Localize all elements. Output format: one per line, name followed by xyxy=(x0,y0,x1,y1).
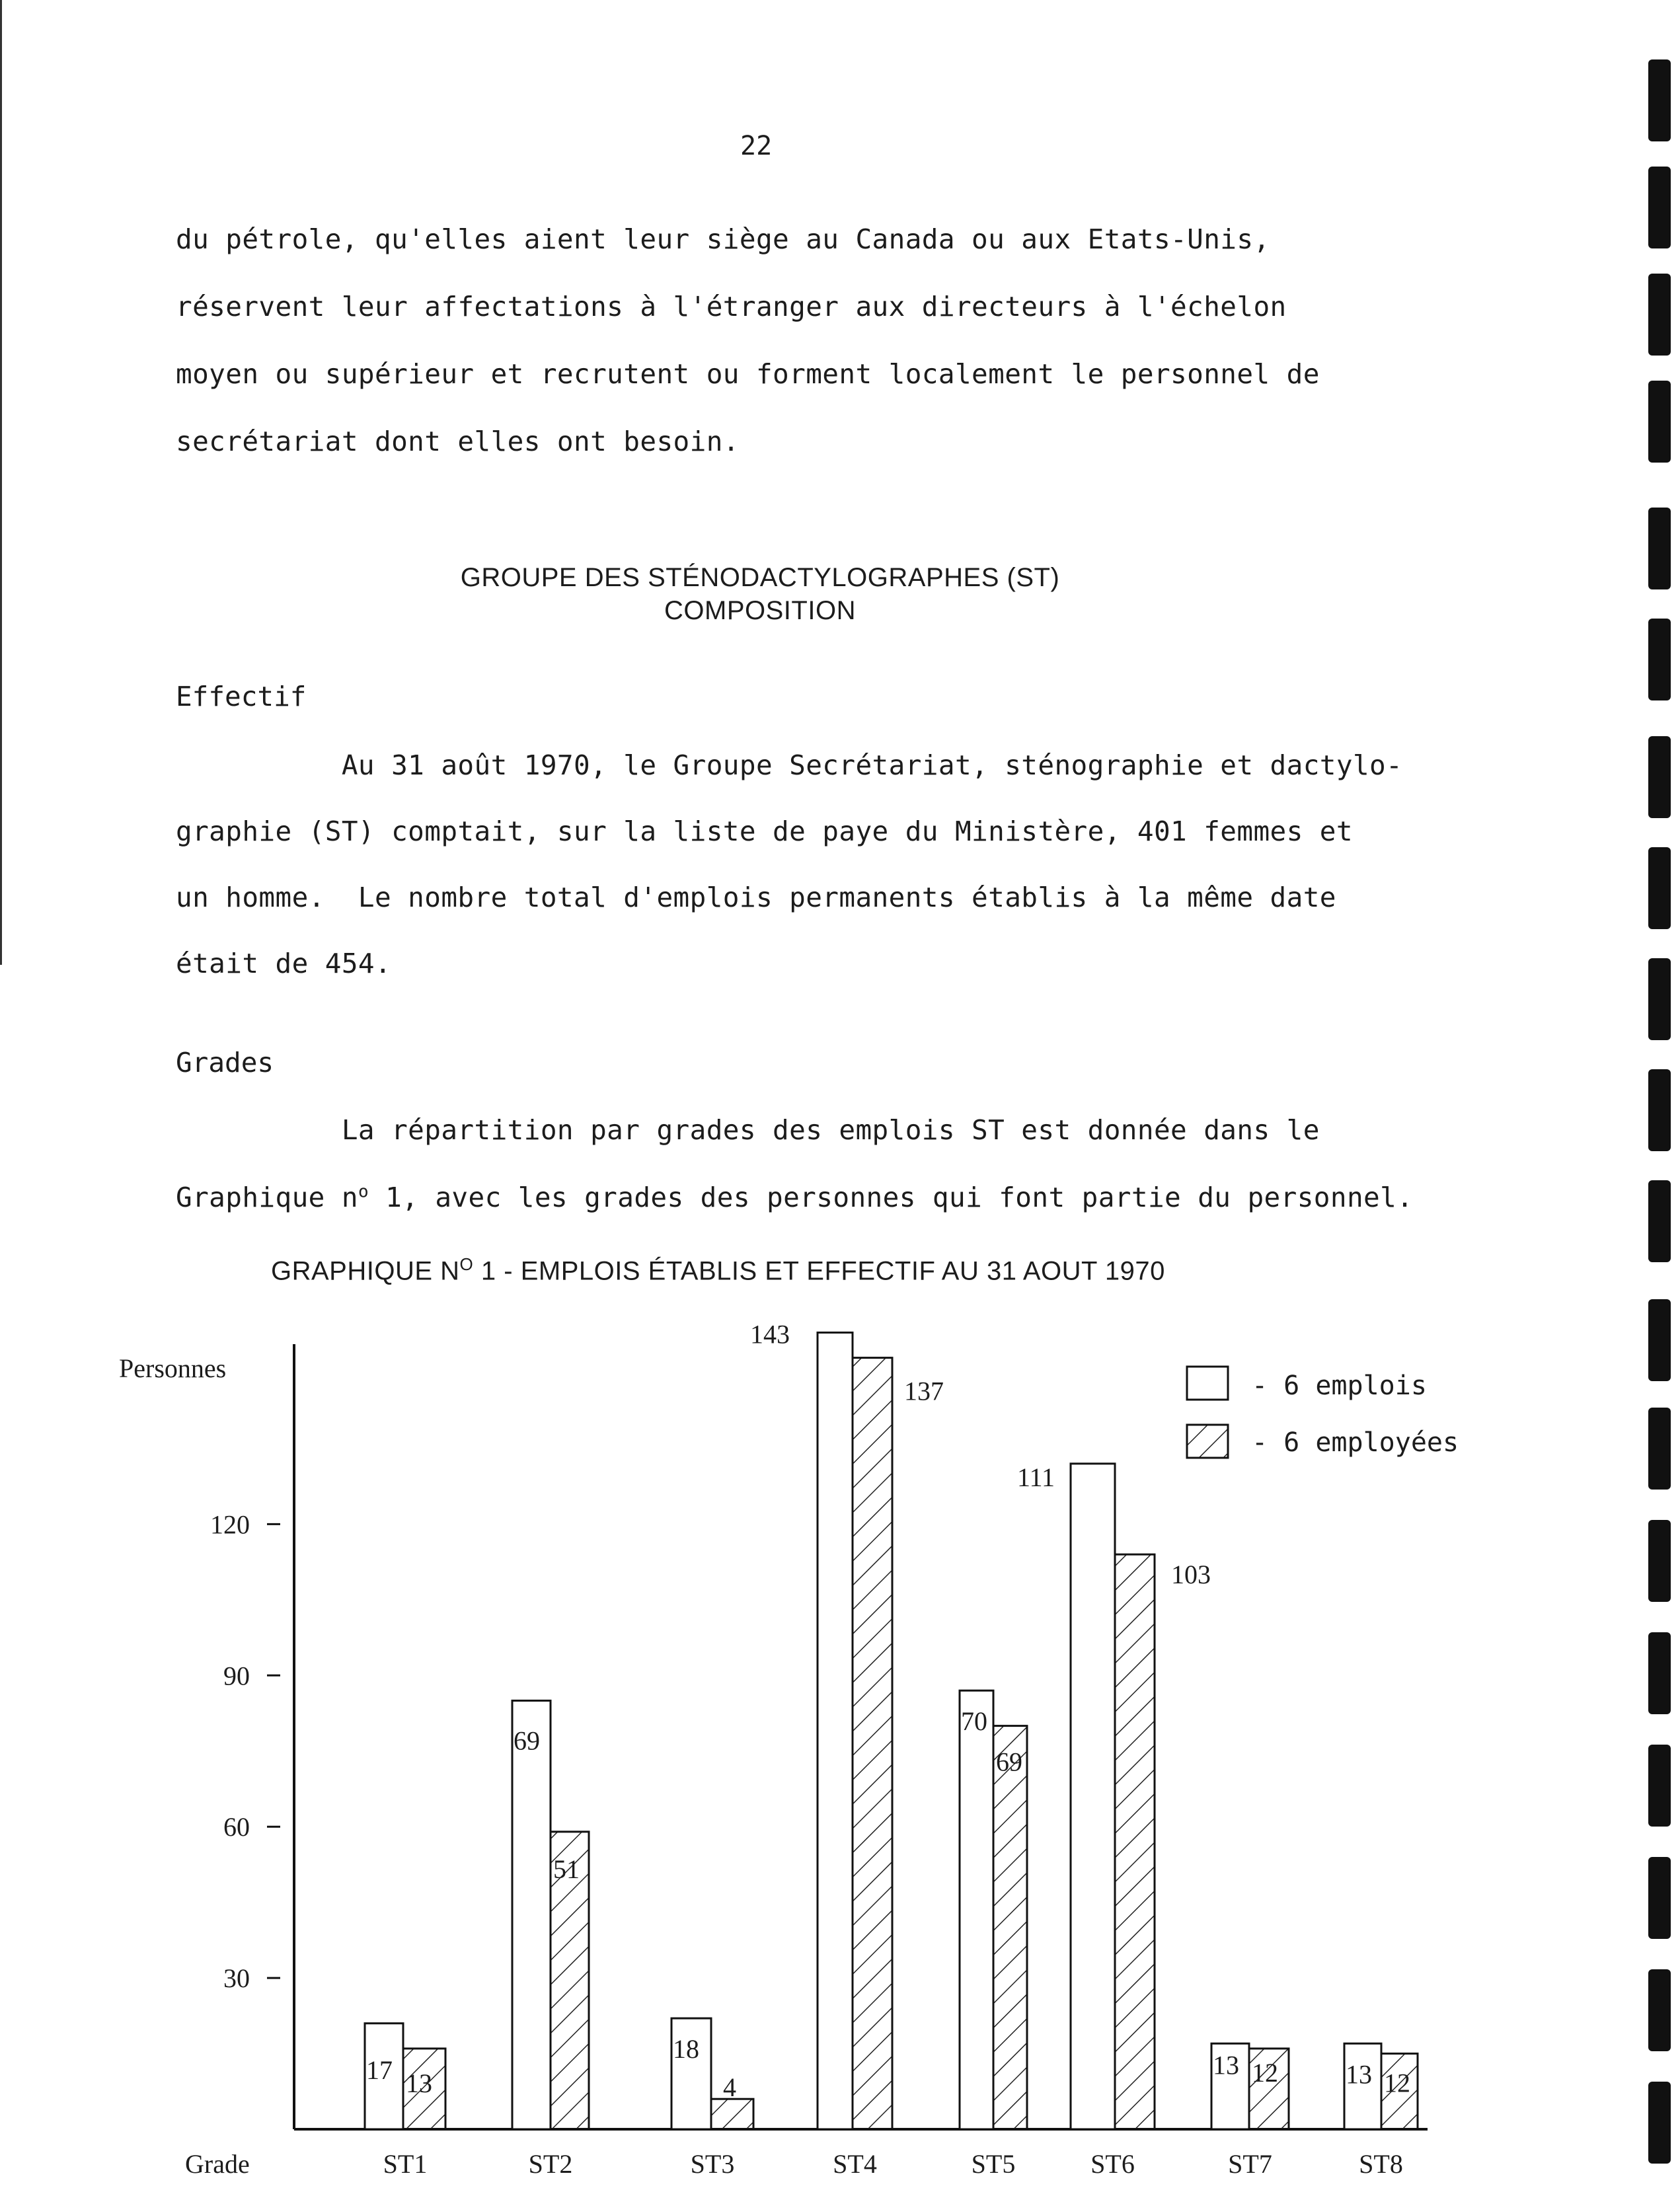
binder-hole xyxy=(1648,1857,1671,1939)
legend-label-employees: - 6 employées xyxy=(1252,1427,1459,1458)
data-label-emplois: 69 xyxy=(514,1725,540,1756)
page-number: 22 xyxy=(740,131,773,161)
bar-emplois-st6 xyxy=(1071,1464,1115,2129)
binder-hole xyxy=(1648,508,1671,589)
paragraph-line: réservent leur affectations à l'étranger aux directeurs à l'échelon xyxy=(176,291,1287,322)
y-axis-label: Personnes xyxy=(119,1353,227,1383)
bar-emplois-st2 xyxy=(512,1700,551,2129)
paragraph-line: Au 31 août 1970, le Groupe Secrétariat, sténographie et dactylo- xyxy=(176,749,1403,781)
x-tick-label: ST1 xyxy=(383,2149,428,2179)
left-margin-rule xyxy=(0,0,2,965)
data-label-emplois: 17 xyxy=(366,2055,393,2085)
legend-swatch-emplois xyxy=(1187,1367,1228,1400)
data-label-employees: 4 xyxy=(723,2072,736,2103)
data-label-employees: 13 xyxy=(406,2068,432,2098)
graph-title-text: 1 - EMPLOIS ÉTABLIS ET EFFECTIF AU 31 AOUT 1970 xyxy=(473,1256,1165,1286)
binder-hole xyxy=(1648,1632,1671,1714)
y-tick-label: 60 xyxy=(223,1812,250,1842)
data-label-employees: 137 xyxy=(904,1376,944,1406)
data-label-employees: 12 xyxy=(1252,2057,1278,2088)
x-tick-label: ST2 xyxy=(528,2149,573,2179)
paragraph-line xyxy=(176,1182,1413,1213)
data-label-employees: 12 xyxy=(1384,2068,1410,2098)
binder-hole xyxy=(1648,1299,1671,1381)
bar-employees-st4 xyxy=(853,1358,892,2129)
data-label-emplois: 18 xyxy=(673,2034,699,2064)
graph-title-text: GRAPHIQUE N xyxy=(271,1256,460,1286)
binder-hole xyxy=(1648,1408,1671,1490)
bar-emplois-st4 xyxy=(818,1332,853,2129)
binder-hole xyxy=(1648,167,1671,248)
binder-hole xyxy=(1648,847,1671,929)
paragraph-line: graphie (ST) comptait, sur la liste de paye du Ministère, 401 femmes et xyxy=(176,815,1353,847)
legend-swatch-employees xyxy=(1187,1425,1228,1458)
x-tick-label: ST6 xyxy=(1090,2149,1135,2179)
data-label-emplois: 70 xyxy=(961,1706,987,1737)
superscript: o xyxy=(358,1182,369,1202)
bar-emplois-st5 xyxy=(960,1690,993,2129)
binder-hole xyxy=(1648,1520,1671,1602)
data-label-employees: 103 xyxy=(1171,1560,1211,1590)
effectif-heading: Effectif xyxy=(176,681,307,712)
x-tick-label: ST3 xyxy=(690,2149,735,2179)
x-tick-label: ST4 xyxy=(833,2149,877,2179)
graph-title xyxy=(271,1254,1165,1286)
paragraph-text: Graphique n xyxy=(176,1182,358,1213)
legend-label-emplois: - 6 emplois xyxy=(1252,1371,1427,1401)
paragraph-line: un homme. Le nombre total d'emplois permanents établis à la même date xyxy=(176,882,1336,913)
binder-hole xyxy=(1648,1969,1671,2051)
data-label-emplois: 13 xyxy=(1346,2059,1372,2090)
binder-hole xyxy=(1648,1069,1671,1151)
data-label-emplois: 13 xyxy=(1213,2050,1239,2080)
section-subtitle: COMPOSITION xyxy=(664,596,856,625)
binder-hole xyxy=(1648,958,1671,1040)
binder-hole xyxy=(1648,274,1671,356)
paragraph-line: La répartition par grades des emplois ST est donnée dans le xyxy=(176,1114,1320,1146)
x-axis-label: Grade xyxy=(185,2149,250,2179)
y-tick-label: 90 xyxy=(223,1661,250,1691)
data-label-emplois: 111 xyxy=(1016,1462,1055,1492)
y-tick-label: 120 xyxy=(210,1509,250,1540)
binder-hole xyxy=(1648,381,1671,463)
binder-hole xyxy=(1648,1745,1671,1827)
section-title: GROUPE DES STÉNODACTYLOGRAPHES (ST) xyxy=(460,563,1060,592)
graph-title-superscript: O xyxy=(459,1254,474,1274)
paragraph-line: du pétrole, qu'elles aient leur siège au Canada ou aux Etats-Unis, xyxy=(176,223,1270,255)
data-label-employees: 51 xyxy=(553,1854,580,1884)
paragraph-line: secrétariat dont elles ont besoin. xyxy=(176,426,740,457)
binder-hole xyxy=(1648,1180,1671,1262)
binder-hole xyxy=(1648,619,1671,700)
grades-heading: Grades xyxy=(176,1047,274,1078)
bar-employees-st6 xyxy=(1115,1554,1155,2129)
x-tick-label: ST7 xyxy=(1228,2149,1272,2179)
binder-hole xyxy=(1648,59,1671,141)
y-tick-label: 30 xyxy=(223,1963,250,1994)
binder-hole xyxy=(1648,2082,1671,2164)
data-label-employees: 69 xyxy=(996,1747,1022,1777)
bar-employees-st3 xyxy=(711,2099,753,2129)
binder-hole xyxy=(1648,736,1671,818)
paragraph-line: moyen ou supérieur et recrutent ou forment localement le personnel de xyxy=(176,358,1320,390)
paragraph-line: était de 454. xyxy=(176,948,392,979)
x-tick-label: ST8 xyxy=(1359,2149,1403,2179)
bar-employees-st5 xyxy=(993,1726,1027,2129)
x-tick-label: ST5 xyxy=(971,2149,1016,2179)
data-label-emplois: 143 xyxy=(750,1319,790,1349)
paragraph-text: 1, avec les grades des personnes qui font partie du personnel. xyxy=(369,1182,1414,1213)
bar-chart xyxy=(0,1295,1520,2192)
